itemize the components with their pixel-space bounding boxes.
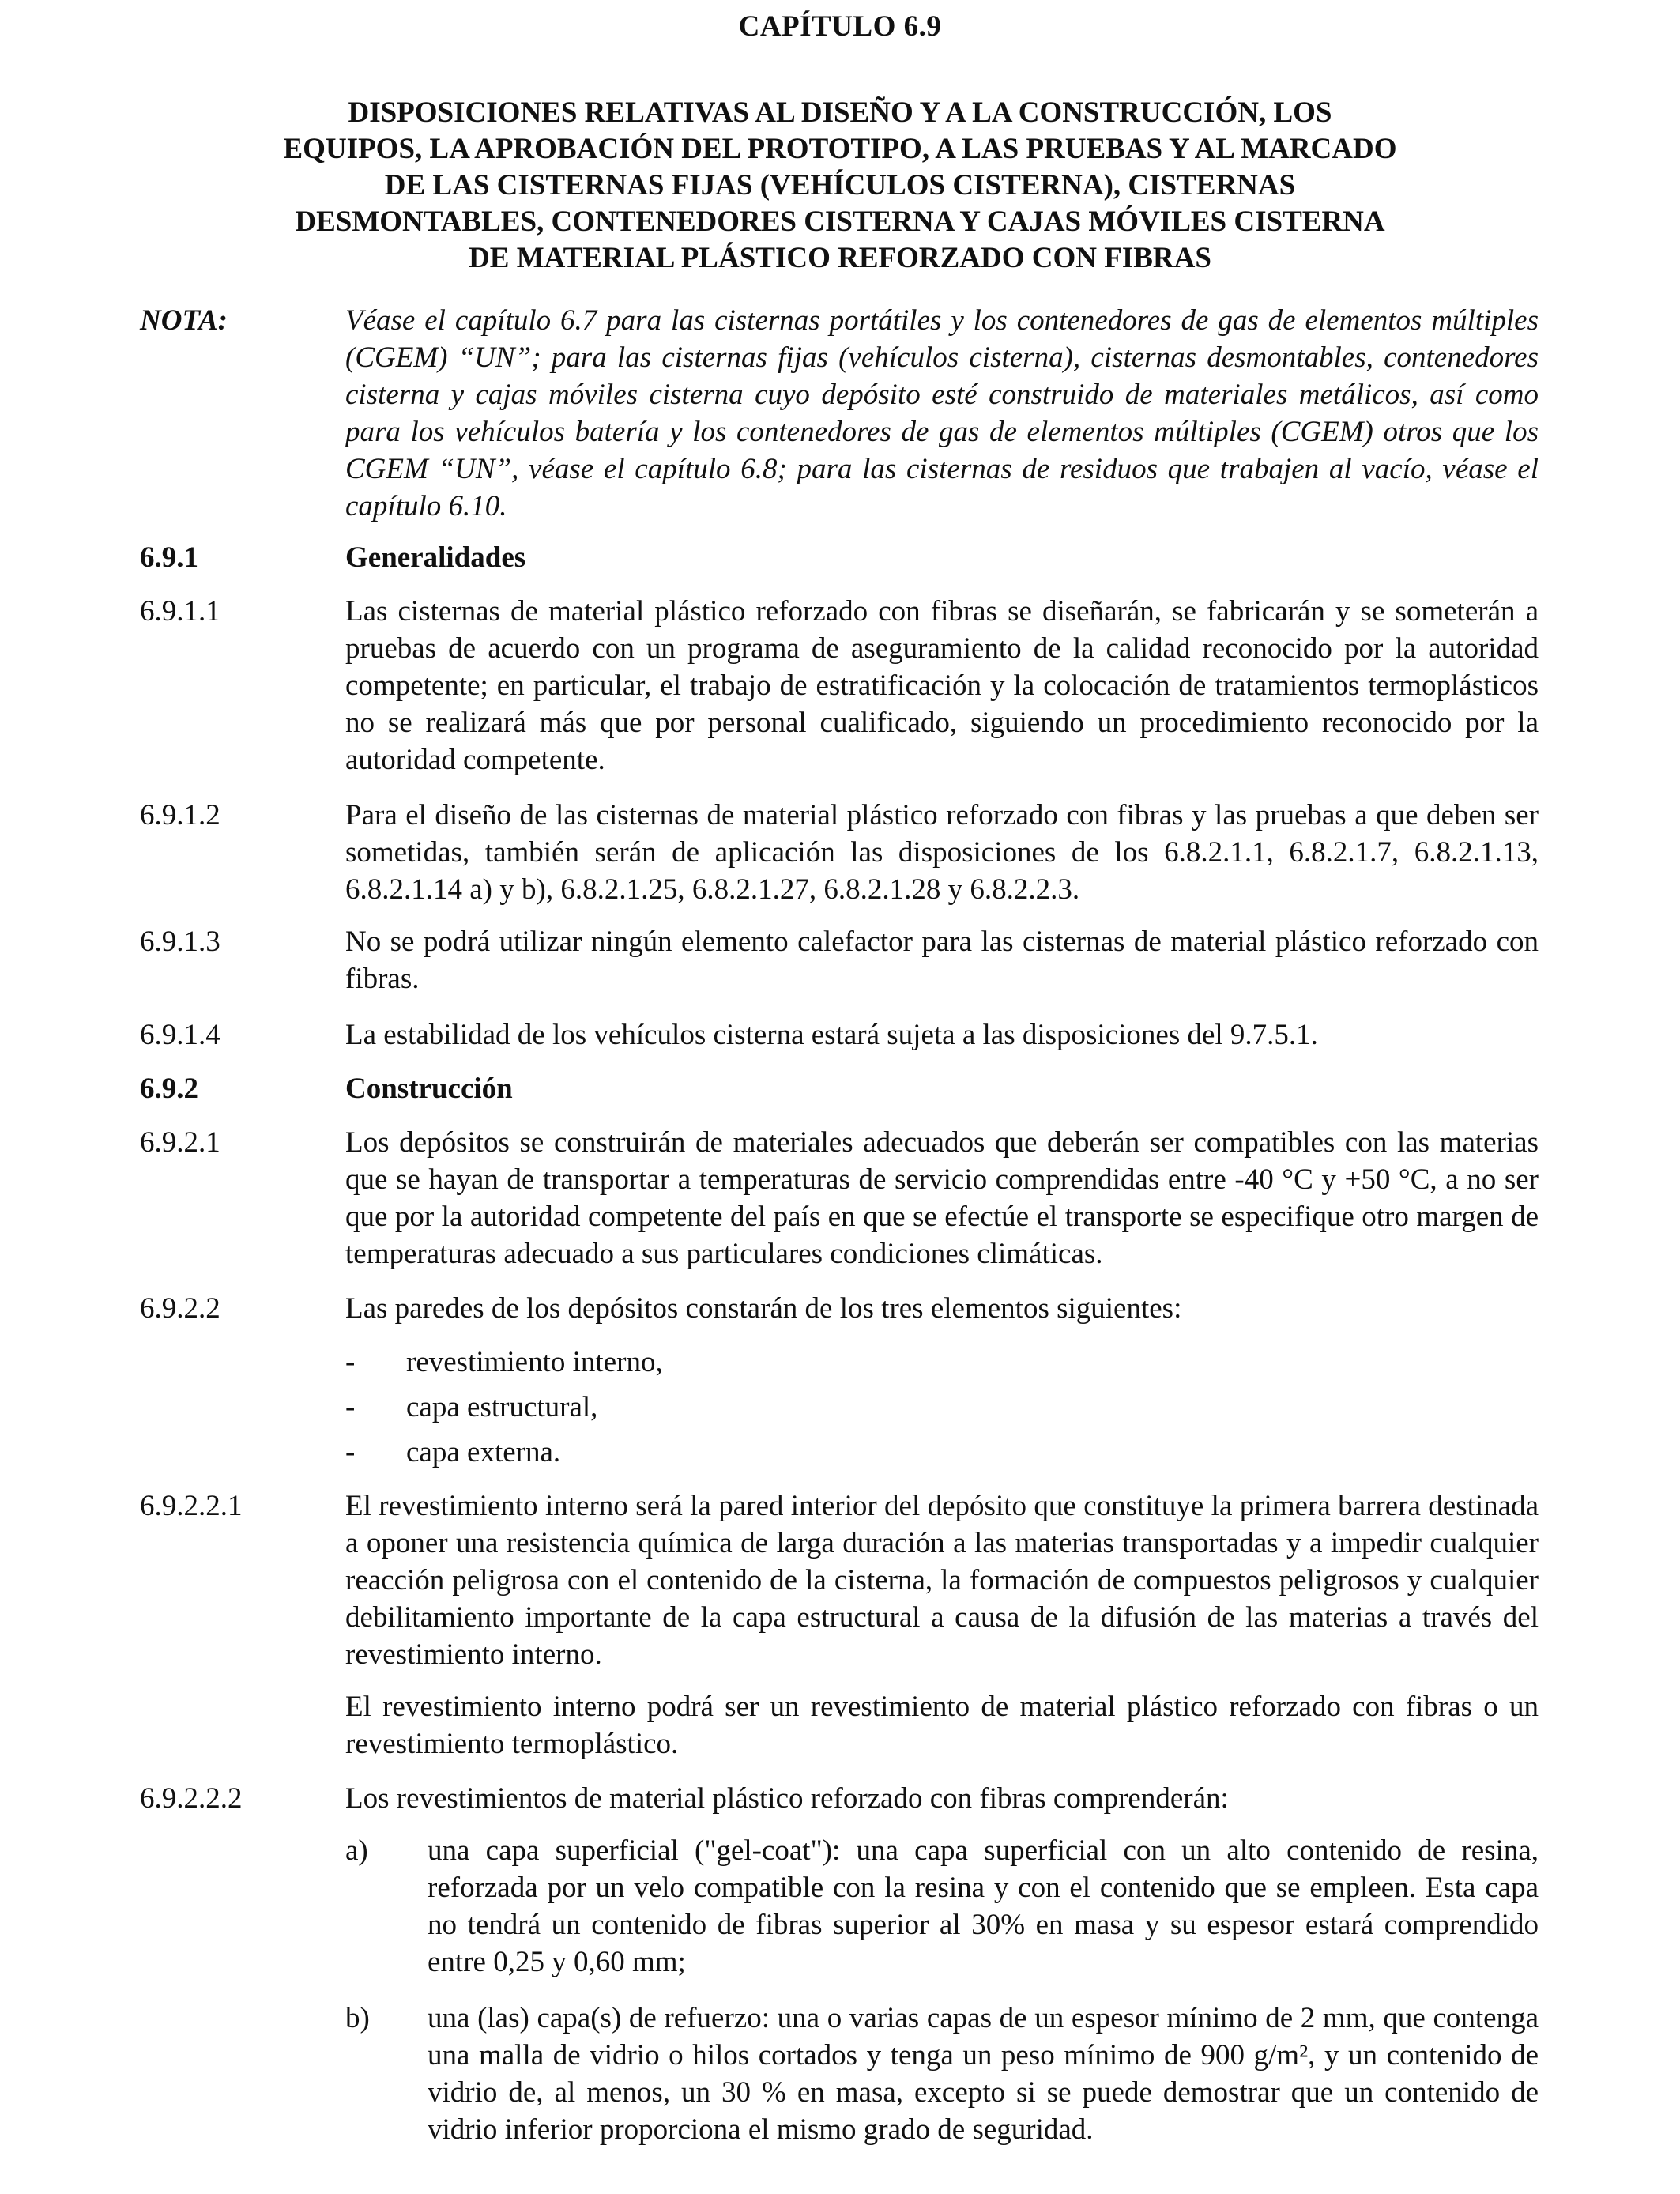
- paragraph-number: 6.9.1.3: [140, 925, 220, 958]
- list-label: b): [345, 2002, 370, 2034]
- paragraph-number: 6.9.2.2.2: [140, 1782, 243, 1815]
- section-title: Construcción: [345, 1072, 513, 1105]
- list-bullet: -: [345, 1391, 356, 1423]
- list-item: una (las) capa(s) de refuerzo: una o varias capas de un espesor mínimo de 2 mm, que contenga una malla de vidrio o hilos cortados y tenga un peso mínimo de 900 g/m², y un contenido de vidrio de, al menos, un 30 % en masa, excepto si se puede demostrar que un contenido de vidrio inferior proporciona el mismo grado de seguridad.: [428, 2002, 1539, 2146]
- paragraph-text: El revestimiento interno podrá ser un revestimiento de material plástico reforzado con fibras o un revestimiento termoplástico.: [345, 1691, 1539, 1760]
- note-label: NOTA:: [140, 304, 228, 337]
- paragraph-number: 6.9.1.4: [140, 1019, 220, 1051]
- paragraph-text: Las cisternas de material plástico reforzado con fibras se diseñarán, se fabricarán y se someterán a pruebas de acuerdo con un programa de aseguramiento de la calidad reconocido por la autoridad competente; en particular, el trabajo de estratificación y la colocación de tratamientos termoplásticos no se realizará más que por personal cualificado, siguiendo un procedimiento reconocido por la autoridad competente.: [345, 595, 1539, 776]
- list-item: capa externa.: [406, 1436, 561, 1468]
- paragraph-number: 6.9.2.2.1: [140, 1490, 243, 1522]
- paragraph-text: Las paredes de los depósitos constarán de los tres elementos siguientes:: [345, 1292, 1182, 1325]
- title-line: DE LAS CISTERNAS FIJAS (VEHÍCULOS CISTERNA), CISTERNAS: [384, 169, 1296, 202]
- list-item: capa estructural,: [406, 1391, 598, 1423]
- paragraph-text: La estabilidad de los vehículos cisterna estará sujeta a las disposiciones del 9.7.5.1.: [345, 1019, 1318, 1051]
- section-number: 6.9.1: [140, 541, 198, 574]
- section-title: Generalidades: [345, 541, 526, 574]
- list-label: a): [345, 1834, 368, 1867]
- paragraph-text: Los depósitos se construirán de materiales adecuados que deberán ser compatibles con las materias que se hayan de transportar a temperaturas de servicio comprendidas entre -40 °C y +50 °C, a no ser que por la autoridad competente del país en que se efectúe el transporte se especifique otro margen de temperaturas adecuado a sus particulares condiciones climáticas.: [345, 1126, 1539, 1270]
- title-line: EQUIPOS, LA APROBACIÓN DEL PROTOTIPO, A LAS PRUEBAS Y AL MARCADO: [283, 133, 1397, 165]
- section-number: 6.9.2: [140, 1072, 198, 1105]
- paragraph-number: 6.9.1.1: [140, 595, 220, 628]
- paragraph-text: No se podrá utilizar ningún elemento calefactor para las cisternas de material plástico reforzado con fibras.: [345, 925, 1539, 995]
- chapter-title: [182, 95, 1498, 277]
- paragraph-text: Los revestimientos de material plástico reforzado con fibras comprenderán:: [345, 1782, 1229, 1815]
- list-bullet: -: [345, 1346, 356, 1378]
- paragraph-number: 6.9.1.2: [140, 799, 220, 831]
- title-line: DE MATERIAL PLÁSTICO REFORZADO CON FIBRAS: [469, 242, 1211, 274]
- paragraph-text: El revestimiento interno será la pared interior del depósito que constituye la primera barrera destinada a oponer una resistencia química de larga duración a las materias transportadas y a impedir cualquier reacción peligrosa con el contenido de la cisterna, la formación de compuestos peligrosos y cualquier debilitamiento importante de la capa estructural a causa de la difusión de las materias a través del revestimiento interno.: [345, 1490, 1539, 1671]
- list-bullet: -: [345, 1436, 356, 1468]
- paragraph-text: Para el diseño de las cisternas de material plástico reforzado con fibras y las pruebas a que deben ser sometidas, también serán de aplicación las disposiciones de los 6.8.2.1.1, 6.8.2.1.7, 6.8.2.1.13, 6.8.2.1.14 a) y b), 6.8.2.1.25, 6.8.2.1.27, 6.8.2.1.28 y 6.8.2.2.3.: [345, 799, 1539, 906]
- note-text: Véase el capítulo 6.7 para las cisternas portátiles y los contenedores de gas de elementos múltiples (CGEM) “UN”; para las cisternas fijas (vehículos cisterna), cisternas desmontables, contenedores cisterna y cajas móviles cisterna cuyo depósito esté construido de materiales metálicos, así como para los vehículos batería y los contenedores de gas de elementos múltiples (CGEM) otros que los CGEM “UN”, véase el capítulo 6.8; para las cisternas de residuos que trabajen al vacío, véase el capítulo 6.10.: [345, 304, 1539, 522]
- title-line: DESMONTABLES, CONTENEDORES CISTERNA Y CAJAS MÓVILES CISTERNA: [295, 205, 1385, 238]
- list-item: revestimiento interno,: [406, 1346, 663, 1378]
- list-item: una capa superficial ("gel-coat"): una capa superficial con un alto contenido de resina, reforzada por un velo compatible con la resina y con el contenido que se empleen. Esta capa no tendrá un contenido de fibras superior al 30% en masa y su espesor estará comprendido entre 0,25 y 0,60 mm;: [428, 1834, 1539, 1978]
- title-line: DISPOSICIONES RELATIVAS AL DISEÑO Y A LA CONSTRUCCIÓN, LOS: [348, 96, 1332, 129]
- chapter-heading: CAPÍTULO 6.9: [738, 10, 942, 43]
- paragraph-number: 6.9.2.1: [140, 1126, 220, 1159]
- paragraph-number: 6.9.2.2: [140, 1292, 220, 1325]
